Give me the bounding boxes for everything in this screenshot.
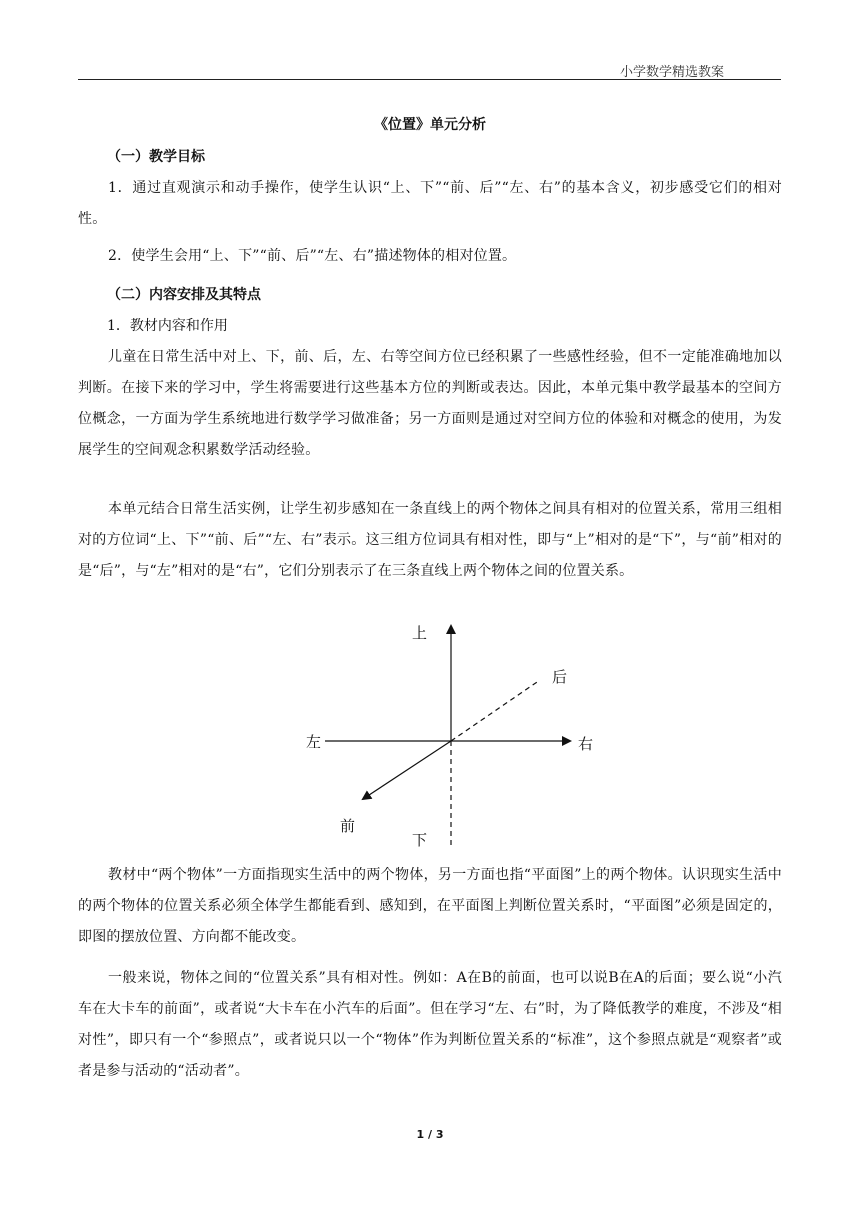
- subheading-material: 1．教材内容和作用: [107, 318, 228, 334]
- goal-item-1: 1．通过直观演示和动手操作，使学生认识“上、下”“前、后”“左、右”的基本含义，初步感受它们的相对性。: [78, 180, 782, 227]
- header-text: 小学数学精选教案: [620, 65, 725, 80]
- label-down: 下: [412, 831, 428, 849]
- paragraph-2: 本单元结合日常生活实例，让学生初步感知在一条直线上的两个物体之间具有相对的位置关系，常用三组相对的方位词“上、下”“前、后”“左、右”表示。这三组方位词具有相对性，即与“上”相对的是“下”，与“前”相对的是“后”，与“左”相对的是“右”，它们分别表示了在三条直线上两个物体之间的位置关系。: [78, 501, 782, 579]
- label-up: 上: [412, 624, 428, 642]
- paragraph-1: 儿童在日常生活中对上、下，前、后，左、右等空间方位已经积累了一些感性经验，但不一定能准确地加以判断。在接下来的学习中，学生将需要进行这些基本方位的判断或表达。因此，本单元集中教学最基本的空间方位概念，一方面为学生系统地进行数学学习做准备；另一方面则是通过对空间方位的体验和对概念的使用，为发展学生的空间观念积累数学活动经验。: [78, 349, 782, 458]
- label-left: 左: [306, 733, 322, 751]
- axis-back: [451, 680, 540, 741]
- header-divider: [78, 79, 781, 80]
- label-front: 前: [340, 817, 356, 835]
- label-right: 右: [578, 735, 594, 753]
- direction-diagram: [290, 612, 610, 852]
- axis-front: [363, 741, 451, 799]
- page-number: 1 / 3: [416, 1128, 444, 1141]
- label-back: 后: [552, 668, 568, 686]
- page-title: 《位置》单元分析: [374, 117, 486, 133]
- paragraph-3: 教材中“两个物体”一方面指现实生活中的两个物体，另一方面也指“平面图”上的两个物体。认识现实生活中的两个物体的位置关系必须全体学生都能看到、感知到，在平面图上判断位置关系时，“平面图”必须是固定的，即图的摆放位置、方向都不能改变。: [78, 867, 782, 945]
- paragraph-4: 一般来说，物体之间的“位置关系”具有相对性。例如：A在B的前面，也可以说B在A的后面；要么说“小汽车在大卡车的前面”，或者说“大卡车在小汽车的后面”。但在学习“左、右”时，为了降低教学的难度，不涉及“相对性”，即只有一个“参照点”，或者说只以一个“物体”作为判断位置关系的“标准”，这个参照点就是“观察者”或者是参与活动的“活动者”。: [78, 970, 782, 1079]
- section-heading-goals: （一）教学目标: [107, 149, 205, 165]
- section-heading-content: （二）内容安排及其特点: [107, 287, 261, 303]
- goal-item-2: 2．使学生会用“上、下”“前、后”“左、右”描述物体的相对位置。: [108, 248, 517, 264]
